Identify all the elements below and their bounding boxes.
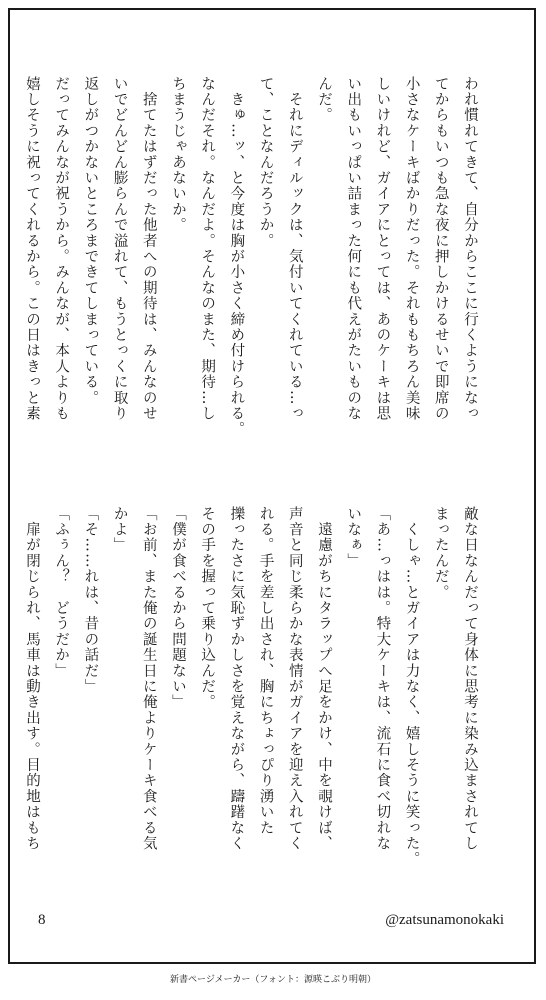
text-line: いでどんどん膨らんで溢れて、もうとっくに取り [111, 76, 128, 422]
page-number: 8 [38, 912, 46, 928]
text-line: 返しがつかないところまできてしまっている。 [82, 76, 99, 406]
text-line: まったんだ。 [432, 506, 449, 601]
text-line: だってみんなが祝うから。みんなが、本人よりも [53, 76, 70, 422]
text-line: 擽ったさに気恥ずかしさを覚えながら、躊躇なく [228, 506, 245, 852]
text-line: い出もいっぱい詰まった何にも代えがたいものな [345, 76, 362, 422]
text-line: 遠慮がちにタラップへ足をかけ、中を覗けば、 [315, 506, 332, 852]
text-line: てからもいつも急な夜に押しかけるせいで即席の [432, 76, 449, 422]
text-line: 「あ…っはは。特大ケーキは、流石に食べ切れな [374, 506, 391, 852]
footer-credit: 新書ページメーカー（フォント：源暎こぶり明朝） [170, 975, 376, 985]
text-line: 嬉しそうに祝ってくれるから。この日はきっと素 [23, 76, 40, 422]
text-line: んだ。 [315, 76, 332, 124]
text-line: 扉が閉じられ、馬車は動き出す。目的地はもち [23, 506, 40, 852]
text-line: その手を握って乗り込んだ。 [199, 506, 216, 711]
text-line: それにディルックは、気付いてくれている…っ [286, 76, 303, 422]
text-line: ちまうじゃあないか。 [169, 76, 186, 233]
text-line: なんだそれ。なんだよ。そんなのまた、期待…し [199, 76, 216, 422]
text-block-top [23, 76, 484, 476]
text-line: われ慣れてきて、自分からここに行くようになっ [462, 76, 478, 422]
text-line: かよ」 [111, 506, 128, 554]
text-line: 「ふぅん？ どうだか」 [53, 506, 70, 679]
book-page [8, 8, 536, 964]
text-line: 捨てたはずだった他者への期待は、みんなのせ [140, 76, 157, 422]
text-line: 敵な日なんだって身体に思考に染み込まされてし [462, 506, 478, 852]
text-line: て、ことなんだろうか。 [257, 76, 274, 249]
text-line: 「お前、また俺の誕生日に俺よりケーキ食べる気 [140, 506, 157, 852]
text-line: きゅ…ッ、と今度は胸が小さく締め付けられる。 [228, 76, 245, 438]
text-line: いなぁ」 [345, 506, 362, 569]
text-line: 小さなケーキばかりだった。それももちろん美味 [403, 76, 420, 422]
author-handle: @zatsunamonokaki [385, 912, 504, 928]
text-line: くしゃ…とガイアは力なく、嬉しそうに笑った。 [403, 506, 420, 868]
text-line: 「そ……れは、昔の話だ」 [82, 506, 99, 695]
text-line: 声音と同じ柔らかな表情がガイアを迎え入れてく [286, 506, 303, 852]
text-line: しいけれど、ガイアにとっては、あのケーキは思 [374, 76, 391, 422]
text-line: れる。手を差し出され、胸にちょっぴり湧いた [257, 506, 274, 836]
text-line: 「僕が食べるから問題ない」 [169, 506, 186, 711]
text-block-bottom [23, 506, 484, 906]
